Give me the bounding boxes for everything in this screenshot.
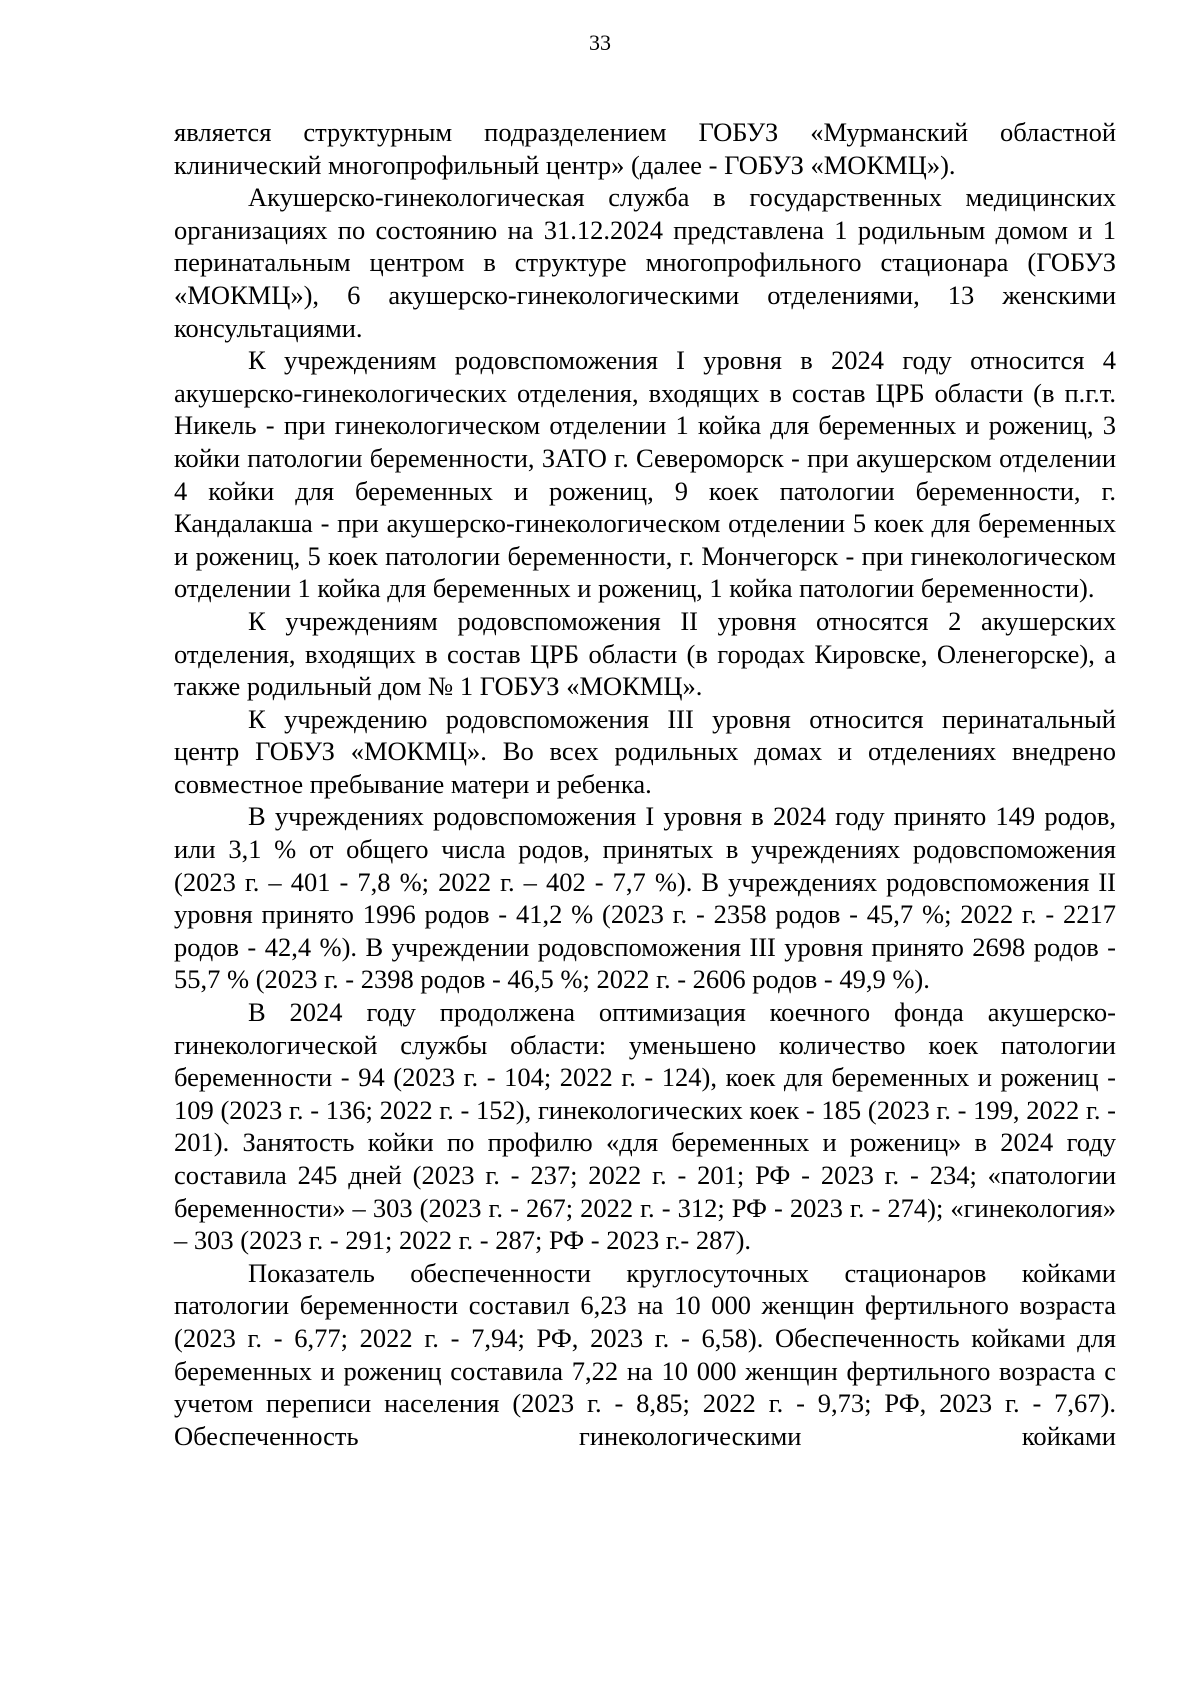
paragraph-bed-optimization: В 2024 году продолжена оптимизация коечного фонда акушерско-гинекологической службы области: уменьшено количество коек патологии беременности - 94 (2023 г. - 104; 2022 г. - 124), коек для беременных и рожениц - 109 (2023 г. - 136; 2022 г. - 152), гинекологических коек - 185 (2023 г. - 199, 2022 г. - 201). Занятость койки по профилю «для беременных и рожениц» в 2024 году составила 245 дней (2023 г. - 237; 2022 г. - 201; РФ - 2023 г. - 234; «патологии беременности» – 303 (2023 г. - 267; 2022 г. - 312; РФ - 2023 г. - 274); «гинекология» – 303 (2023 г. - 291; 2022 г. - 287; РФ - 2023 г.- 287).: [174, 997, 1116, 1256]
paragraph-level-1-institutions: К учреждениям родовспоможения I уровня в 2024 году относится 4 акушерско-гинекологических отделения, входящих в состав ЦРБ области (в п.г.т. Никель - при гинекологическом отделении 1 койка для беременных и рожениц, 3 койки патологии беременности, ЗАТО г. Североморск - при акушерском отделении 4 койки для беременных и рожениц, 9 коек патологии беременности, г. Кандалакша - при акушерско-гинекологическом отделении 5 коек для беременных и рожениц, 5 коек патологии беременности, г. Мончегорск - при гинекологическом отделении 1 койка для беременных и рожениц, 1 койка патологии беременности).: [174, 345, 1116, 604]
paragraph-obstetric-service: Акушерско-гинекологическая служба в государственных медицинских организациях по состоянию на 31.12.2024 представлена 1 родильным домом и 1 перинатальным центром в структуре многопрофильного стационара (ГОБУЗ «МОКМЦ»), 6 акушерско-гинекологическими отделениями, 13 женскими консультациями.: [174, 182, 1116, 343]
paragraph-level-3-institution: К учреждению родовспоможения III уровня относится перинатальный центр ГОБУЗ «МОКМЦ». Во всех родильных домах и отделениях внедрено совместное пребывание матери и ребенка.: [174, 703, 1116, 799]
document-body: [174, 116, 1116, 1452]
paragraph-continuation: является структурным подразделением ГОБУЗ «Мурманский областной клинический многопрофильный центр» (далее - ГОБУЗ «МОКМЦ»).: [174, 117, 1116, 180]
page-number: 33: [589, 30, 611, 55]
paragraph-births-statistics: В учреждениях родовспоможения I уровня в 2024 году принято 149 родов, или 3,1 % от общего числа родов, принятых в учреждениях родовспоможения (2023 г. – 401 - 7,8 %; 2022 г. – 402 - 7,7 %). В учреждениях родовспоможения II уровня принято 1996 родов - 41,2 % (2023 г. - 2358 родов - 45,7 %; 2022 г. - 2217 родов - 42,4 %). В учреждении родовспоможения III уровня принято 2698 родов - 55,7 % (2023 г. - 2398 родов - 46,5 %; 2022 г. - 2606 родов - 49,9 %).: [174, 801, 1116, 995]
paragraph-level-2-institutions: К учреждениям родовспоможения II уровня относятся 2 акушерских отделения, входящих в состав ЦРБ области (в городах Кировске, Оленегорске), а также родильный дом № 1 ГОБУЗ «МОКМЦ».: [174, 605, 1116, 702]
paragraph-bed-provision: Показатель обеспеченности круглосуточных стационаров койками патологии беременности составил 6,23 на 10 000 женщин фертильного возраста (2023 г. - 6,77; 2022 г. - 7,94; РФ, 2023 г. - 6,58). Обеспеченность койками для беременных и рожениц составила 7,22 на 10 000 женщин фертильного возраста с учетом переписи населения (2023 г. - 8,85; 2022 г. - 9,73; РФ, 2023 г. - 7,67). Обеспеченность гинекологическими койками: [174, 1257, 1116, 1451]
